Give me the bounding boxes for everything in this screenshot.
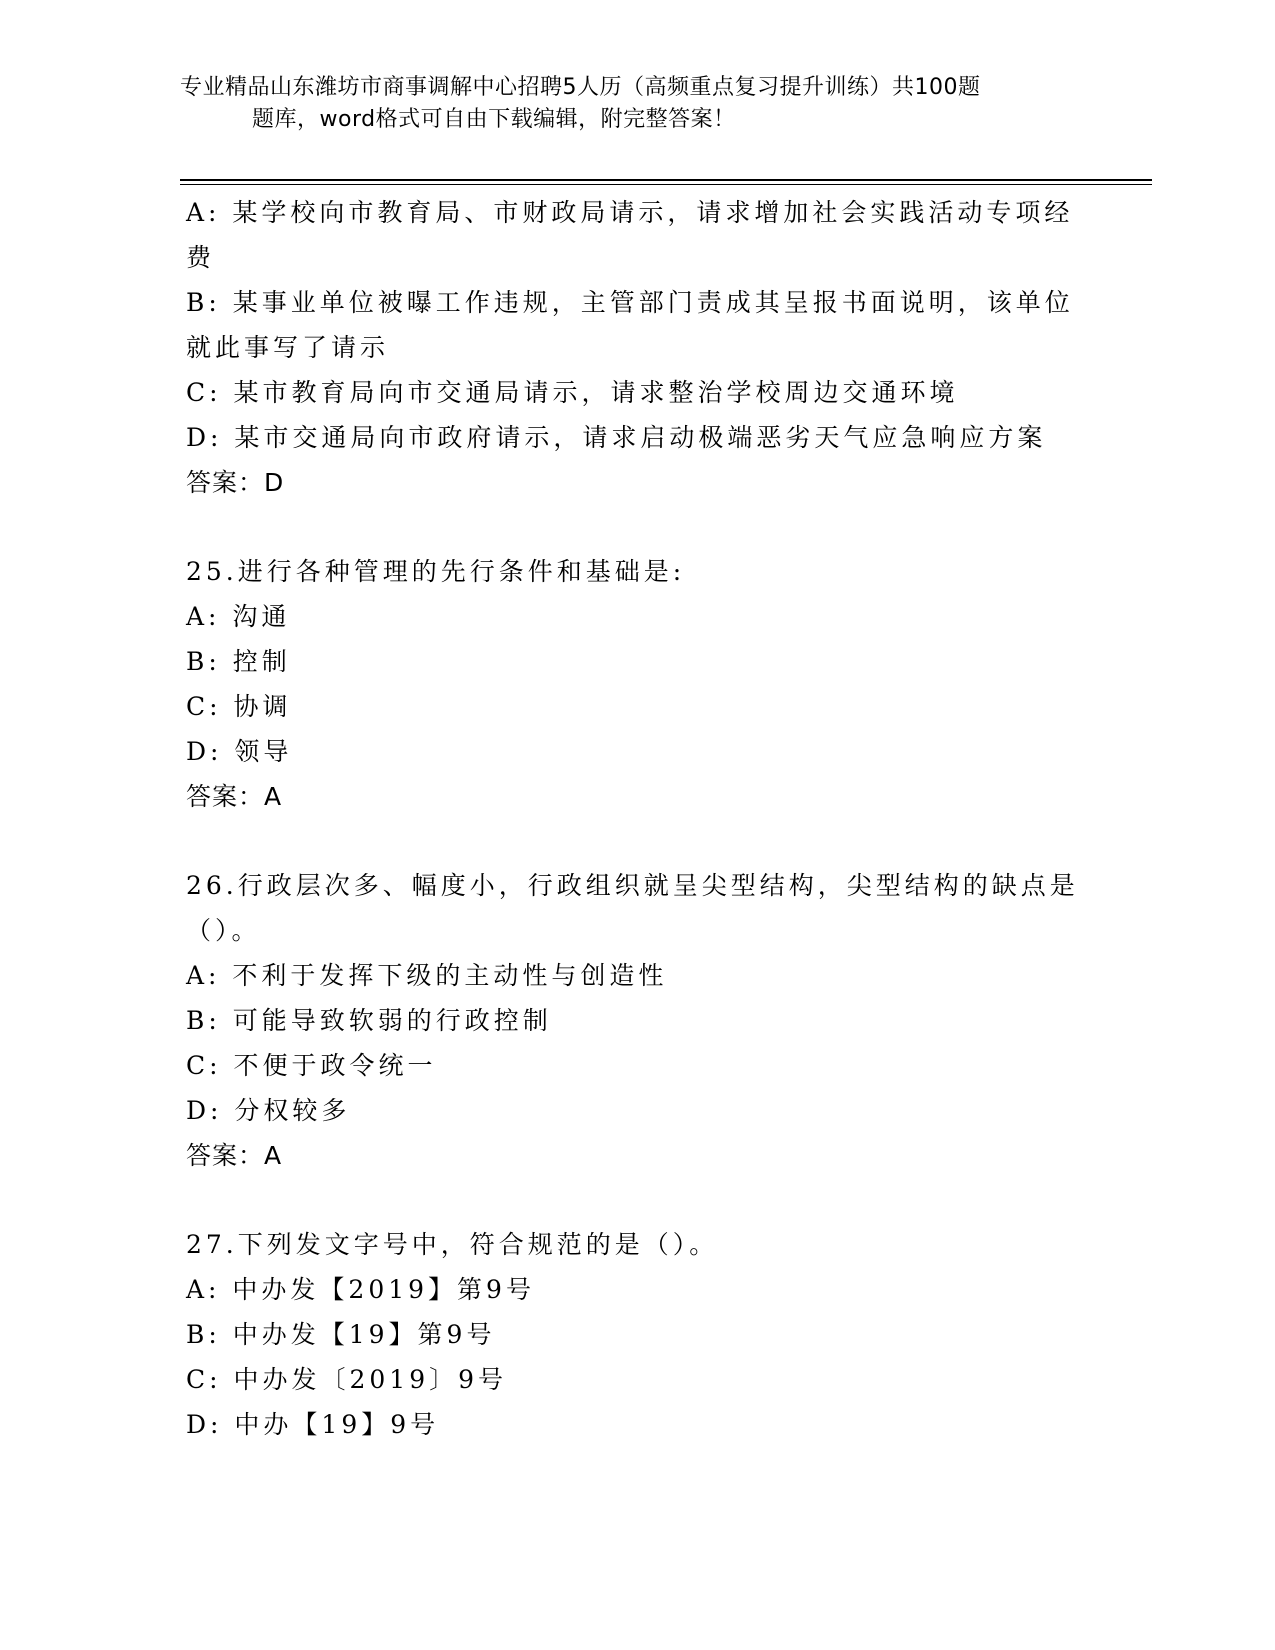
q27-option-c: C: 中办发〔2019〕9号 <box>186 1365 508 1394</box>
header-title-line-1: 专业精品山东潍坊市商事调解中心招聘5人历（高频重点复习提升训练）共100题 <box>180 75 981 100</box>
q24-option-b-line-1: B: 某事业单位被曝工作违规，主管部门责成其呈报书面说明，该单位 <box>186 288 1074 317</box>
q27-option-d: D: 中办【19】9号 <box>186 1410 440 1439</box>
q26-option-d: D: 分权较多 <box>186 1096 351 1125</box>
q26-option-a: A: 不利于发挥下级的主动性与创造性 <box>186 961 668 990</box>
question-list <box>186 190 1086 1447</box>
q26-question-line-2: （）。 <box>186 916 261 945</box>
q25-question: 25.进行各种管理的先行条件和基础是: <box>186 557 686 586</box>
q27-option-a: A: 中办发【2019】第9号 <box>186 1275 535 1304</box>
spacer <box>186 505 1086 549</box>
q26-question-line-1: 26.行政层次多、幅度小，行政组织就呈尖型结构，尖型结构的缺点是 <box>186 871 1079 900</box>
q25-option-c: C: 协调 <box>186 692 292 721</box>
q24-option-d: D: 某市交通局向市政府请示，请求启动极端恶劣天气应急响应方案 <box>186 423 1047 452</box>
q26-answer: 答案：A <box>186 1141 283 1170</box>
question-25 <box>186 549 1086 819</box>
q25-option-d: D: 领导 <box>186 737 293 766</box>
q27-question: 27.下列发文字号中，符合规范的是（）。 <box>186 1230 719 1259</box>
q27-option-b: B: 中办发【19】第9号 <box>186 1320 496 1349</box>
q26-option-b: B: 可能导致软弱的行政控制 <box>186 1006 552 1035</box>
q24-option-a-line-2: 费 <box>186 243 216 272</box>
q25-option-a: A: 沟通 <box>186 602 291 631</box>
q24-answer: 答案：D <box>186 468 285 497</box>
question-26 <box>186 863 1086 1178</box>
q25-answer: 答案：A <box>186 782 283 811</box>
q24-option-a-line-1: A: 某学校向市教育局、市财政局请示，请求增加社会实践活动专项经 <box>186 198 1074 227</box>
q24-option-c: C: 某市教育局向市交通局请示，请求整治学校周边交通环境 <box>186 378 959 407</box>
header-rule-thick <box>180 179 1152 181</box>
spacer <box>186 1178 1086 1222</box>
q24-option-b-line-2: 就此事写了请示 <box>186 333 390 362</box>
q25-option-b: B: 控制 <box>186 647 291 676</box>
header-title-line-2: 题库，word格式可自由下载编辑，附完整答案！ <box>252 107 736 132</box>
spacer <box>186 819 1086 863</box>
question-27 <box>186 1222 1086 1447</box>
question-24 <box>186 190 1086 505</box>
document-header <box>180 72 1060 136</box>
header-rule-thin <box>180 184 1152 185</box>
q26-option-c: C: 不便于政令统一 <box>186 1051 437 1080</box>
